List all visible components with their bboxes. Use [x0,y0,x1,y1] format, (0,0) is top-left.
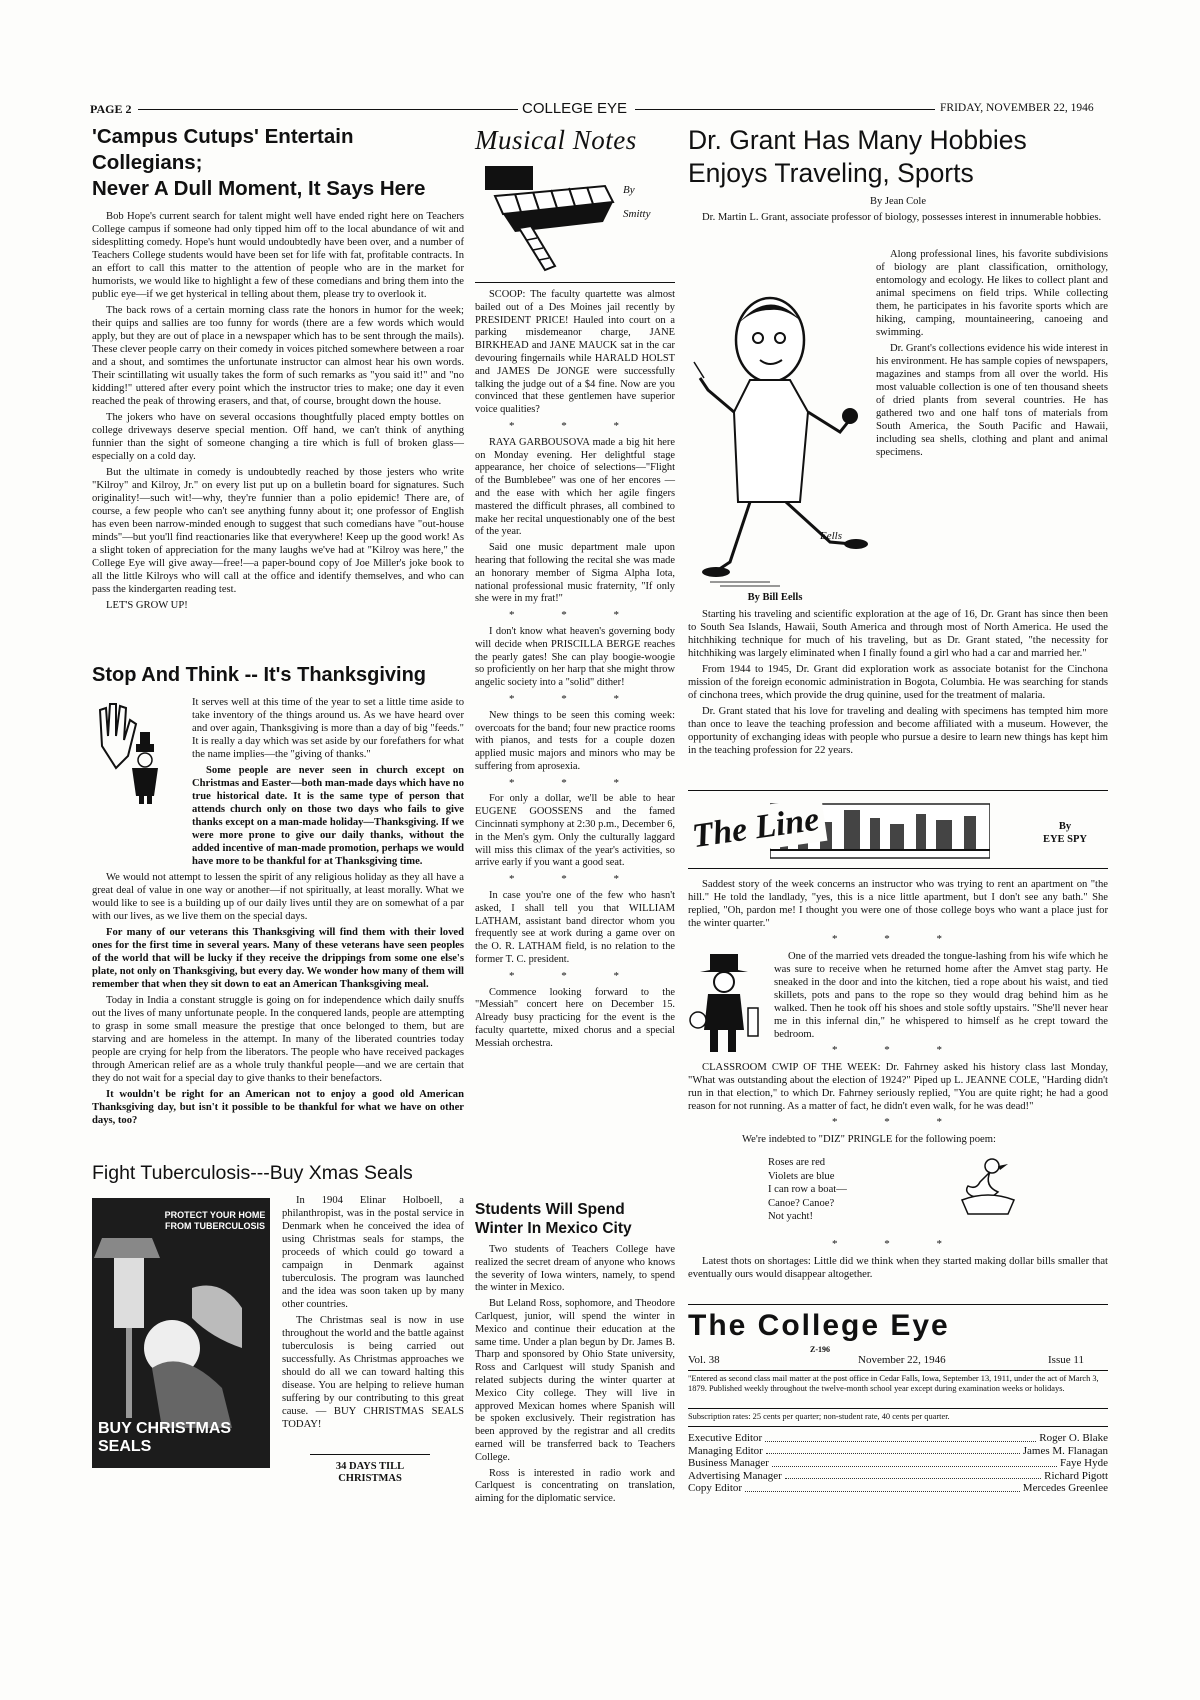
seals-body [282,1194,464,1434]
masthead-top-rule [688,1304,1108,1305]
staff-name: Mercedes Greenlee [1022,1482,1108,1494]
poem-line: Canoe? Canoe? [768,1197,835,1209]
musical-notes-column [475,124,675,1054]
poem-line: Not yacht! [768,1211,814,1222]
line-bottom-rule [688,868,1108,869]
staff-name: Roger O. Blake [1039,1432,1108,1444]
thanksgiving-paragraph: It serves well at this time of the year to set a little time aside to take inventory of the things around us. As we have heard over and over again, Thanksgiving is more than a day of big "feeds." It is really a day which was set aside by our forefathers for what the name implies—the "giving of thanks." [192,697,464,760]
grant-paragraph: Dr. Martin L. Grant, associate professor of biology, possesses interest in innumerable hobbies. [702,212,1102,223]
poster-top-text: PROTECT YOUR HOME FROM TUBERCULOSIS [162,1208,268,1234]
staff-list [688,1432,1108,1495]
vet-illustration [688,950,764,1058]
masthead-code: Z-196 [810,1345,830,1354]
the-line-banner [690,800,990,862]
header-title: COLLEGE EYE [522,100,628,117]
christmas-countdown: 34 DAYS TILL CHRISTMAS [335,1461,405,1484]
grant-wrap-text [876,248,1108,462]
seals-article [92,1160,464,1186]
seals-headline: Fight Tuberculosis---Buy Xmas Seals [92,1162,413,1184]
musical-notes-item: For only a dollar, we'll be able to hear EUGENE GOOSSENS and the famed Cincinnati symphony at 2:30 p.m., December 6, in the Men's gym. Only the culturally laggard will miss this climax of the year's activities, so arrive early if you want a good seat. [475,793,675,869]
musical-notes-item: SCOOP: The faculty quartette was almost bailed out of a Des Moines jail recently by PRESIDENT PRICE! Hauled into court on a parking misdemeanor charge, JANE BIRKHEAD and JANE MAUCK sat in the car devouring fingernails while HARALD HOLST and JAMES De JONGE were successfully talking the judge out of a $4 fine. Now are you convinced that these gentlemen have superior voice qualities? [475,289,675,416]
musical-notes-item: Said one music department male upon hearing that following the recital she was made an honorary member of Sigma Alpha Iota, national professional music fraternity, "If only she were in my frat!" [475,542,675,605]
section-separator: * * * [832,933,964,945]
page-header [90,102,1110,118]
masthead-info [688,1345,1108,1368]
duck-illustration [958,1152,1018,1222]
the-line-title: The Line [690,800,828,859]
section-separator: * * * [509,419,641,432]
grant-paragraph: Starting his traveling and scientific exploration at the age of 16, Dr. Grant has since then been to South Sea Islands, Hawaii, South America and through most of North America. He used the hitchhiking technique for much of his traveling, but as Dr. Grant stated, "the necessity for hitchhiking was largely eliminated when I finally found a girl who had a car and married her." [688,609,1108,659]
grant-paragraph: Along professional lines, his favorite subdivisions of biology are plant classification, ornithology, entomology and ecology. He likes to collect plant and animal specimens on field trips. While collecting them, he participates in his favorite sports which are hiking, camping, mountaineering, canoeing and swimming. [876,249,1108,338]
seals-paragraph: In 1904 Elinar Holboell, a philanthropist, was in the postal service in Denmark when he conceived the idea of using Christmas seals for stamps, the proceeds of which could go toward a campaign in Denmark against tuberculosis. The program was launched and the idea was soon taken up by many other countries. [282,1195,464,1310]
pilgrim-illustration [92,696,182,806]
grant-paragraph: Dr. Grant's collections evidence his wide interest in his environment. He has sample copies of newspapers, magazines and stamps from all over the world. His most valuable collection is one of ten thousand sheets of dried plants from several countries. He has gathered two and one half tons of materials from South America, the South Pacific and Hawaii, including sea shells, clothing and plant and animal specimens. [876,343,1108,458]
musical-notes-item: New things to be seen this coming week: overcoats for the band; four new practice rooms with pianos, and tests for a couple dozen applied music majors and minors who may be suffering from aprosexia. [475,709,675,772]
grant-headline-1: Dr. Grant Has Many Hobbies [688,125,1027,155]
header-rule-left [138,109,518,110]
staff-row [688,1482,1108,1495]
masthead-entered-notice: "Entered as second class mail matter at the post office in Cedar Falls, Iowa, September 13, 1911, under the act of March 3, 1879. Published weekly throughout the twelve-month school year except during examination weeks or holidays. [688,1374,1099,1393]
masthead-date: November 22, 1946 [858,1354,946,1366]
line-top-rule [688,790,1108,791]
thanksgiving-article [92,662,464,1130]
section-separator: * * * [832,1044,964,1056]
masthead-rates: Subscription rates: 25 cents per quarter; non-student rate, 40 cents per quarter. [688,1412,950,1421]
musical-notes-item: In case you're one of the few who hasn't asked, I shall tell you that WILLIAM LATHAM, assistant band director whom you frequently see at work during a game over on the O. R. LATHAM field, is no relation to the former T. C. president. [475,890,675,966]
caricature-signature: Eells [820,530,842,542]
staff-row [688,1457,1108,1470]
the-line-author: EYE SPY [1042,834,1088,845]
staff-row [688,1432,1108,1445]
section-separator: * * * [509,873,641,886]
grant-continued [688,608,1108,760]
musical-notes-item: RAYA GARBOUSOVA made a big hit here on Monday evening. Her delightful stage appearance, her choice of selections—"Flight of the Bumblebee" was one of her encores — and the ease with which her agile fingers mastered the difficult phrases, all combined to make her recital unquestionably one of the best of the year. [475,436,675,538]
mexico-paragraph: Two students of Teachers College have realized the secret dream of anyone who knows the severity of Iowa winters, namely, to spend the winter in Mexico. [475,1244,675,1294]
masthead-name: The College Eye [688,1309,950,1342]
the-line-item: CLASSROOM CWIP OF THE WEEK: Dr. Fahrney asked his history class last Monday, "What was outstanding about the election of 1924?" Piped up L. JEANNE COLE, "Harding didn't run in that election," to which Dr. Fahrney seriously replied, "You are quite right; he had a good reason for not running. As a matter of fact, he didn't even walk, for he was dead!" [688,1062,1108,1112]
staff-row [688,1470,1108,1483]
section-separator: * * * [509,692,641,705]
poem-line: Roses are red [768,1157,826,1168]
grant-paragraph: From 1944 to 1945, Dr. Grant did exploration work as associate botanist for the Cinchona mission of the foreign economic administration in Bogota, Columbia. He was searching for stands of cinchona trees, which provide the drug quinine, used for the treatment of malaria. [688,664,1108,701]
poem [768,1156,847,1224]
staff-role: Copy Editor [688,1482,743,1494]
section-separator: * * * [832,1116,964,1128]
masthead-rule-2 [688,1408,1108,1409]
section-separator: * * * [509,609,641,622]
section-separator: * * * [509,969,641,982]
musical-notes-logo [475,156,675,274]
the-line-item: One of the married vets dreaded the tongue-lashing from his wife which he was sure to receive when he returned home after the Amvet stag party. He sneaked in the door and into the kitchen, tied a rope about his waist, and tied skillets, pots and pans to the rope so they would drag behind him as he walked. Then he took off his shoes and stole softly upstairs. "She'll never hear me in this infernal din," he whispered to himself as he crept toward the bedroom. [774,951,1108,1040]
grant-caricature [690,282,870,590]
poem-line: I can row a boat— [768,1184,847,1195]
poster-bottom-text: BUY CHRISTMAS SEALS [98,1420,232,1455]
cutups-paragraph: The jokers who have on several occasions thoughtfully placed empty bottles on college driveways deserve special mention. Off hand, we can't think of anything funnier than the sight of someone changing a tire which is full of broken glass—especially on a cold day. [92,412,464,462]
seals-poster [92,1198,270,1468]
thanksgiving-paragraph: We would not attempt to lessen the spirit of any religious holiday as they all have a great deal of value in one way or another—if not spiritually, at least morally. What we would like to see is a building up of our daily lives until they are on somewhat of a par with our lives, as we live them on the special days. [92,872,464,922]
cutups-article [92,124,464,615]
staff-name: James M. Flanagan [1022,1444,1108,1457]
grant-headline-2: Enjoys Traveling, Sports [688,158,974,188]
seals-paragraph: The Christmas seal is now in use throughout the world and the battle against tuberculosis is being carried out successfully. As Christmas approaches we should do all we can toward halting this disease. You are helping to relieve human suffering by our contributing to this great cause. — BUY CHRISTMAS SEALS TODAY! [282,1315,464,1430]
mexico-headline: Students Will Spend Winter In Mexico City [475,1201,632,1237]
cutups-paragraph: But the ultimate in comedy is undoubtedly reached by those jesters who write "Kilroy" and Kilroy, Jr." on every list put up on a bulletin board for signatures. Such originality!—such wit!—why, they're funnier than a polio epidemic! There are, of course, a few people who can't see anything funny about it; one professor of English has even been narrow-minded enough to suggest that such comedians have "out-house minds"—but you'll find reactionaries like that everywhere! Keep up the good work! As a slight token of appreciation for the many laughs we've had at "Kilroy was here," the College Eye will give away—free!—a paper-bound copy of Joe Miller's joke book to all the little Kilroys who will call at the office and identify themselves, and who can pass the kindergarten reading test. [92,467,464,595]
the-line-item: Saddest story of the week concerns an instructor who was trying to rent an apartment on "the hill." He told the landlady, "yes, this is a nice little apartment, but I don't see any bath." She replied, "Oh, pardon me! I thought you were one of those college boys who want a place just for the winter quarter." [688,879,1108,929]
cutups-headline-2: Never A Dull Moment, It Says Here [92,177,426,200]
thanksgiving-headline: Stop And Think -- It's Thanksgiving [92,664,427,686]
masthead-issue: Issue 11 [1048,1354,1084,1366]
musical-notes-by: By [623,184,635,196]
mexico-paragraph: Ross is interested in radio work and Carlquest is concentrating on translation, aiming for the diplomatic service. [475,1467,675,1505]
musical-notes-item: I don't know what heaven's governing body will decide when PRISCILLA BERGE reaches the pearly gates! She can play boogie-woogie so proficiently on her harp that she might throw angelic society into a "solid" dither! [475,625,675,689]
mexico-article [475,1200,675,1509]
page-number: PAGE 2 [90,102,132,116]
the-line-body [688,878,1108,1284]
staff-name: Richard Pigott [1044,1469,1108,1482]
thanksgiving-paragraph: For many of our veterans this Thanksgiving will find them with their loved ones for the first time in several years. Many of these veterans have seen peoples of the world that will be lucky if they receive the drippings from some one else's plate, not only on Thanksgiving, but every day. We wonder how many of them will remember that when they sit down to eat an American Thanksgiving meal. [92,927,464,990]
section-separator: * * * [832,1238,964,1250]
poem-line: Violets are blue [768,1170,835,1182]
cutups-paragraph: The back rows of a certain morning class rate the honors in humor for the week; their quips and sallies are too funny for words (there are a few words which would apply, but they are out of place in a newspaper which has to be sent through the mails). These clever people carry on their comedy in voices pitched somewhere between a roar and a shout, and somtimes the unfortunate instructor can almost hear his own words. Their scintillating wit usually takes the form of such remarks as "you said it!" and "no kidding!" uttered after every point which the instructor tries to make; one day it even reached the peak of throwing erasers, and that, of course, brought down the house. [92,305,464,407]
masthead-rule-3 [688,1426,1108,1427]
the-line-item: We're indebted to "DIZ" PRINGLE for the following poem: [742,1134,996,1145]
musical-notes-item: Commence looking forward to the "Messiah" concert here on December 15. Already busy practicing for the event is the faculty quartette, mixed chorus and a special Messiah orchestra. [475,986,675,1049]
cutups-paragraph: Bob Hope's current search for talent might well have ended right here on Teachers College campus if someone had only tipped him off to the local abundance of wit and sidesplitting comedy. Hope's hunt would undoubtedly have been over, and a number of Teachers College students would have been set for life with fat, profitable contracts. In an effort to call this matter to the attention of people who are in the market for humorists, we would like to highlight a few of these comedians and bring them into the public eye—if we get hysterical in telling about them, please try to overlook it. [92,211,464,300]
masthead-volume: Vol. 38 [688,1354,720,1366]
grant-paragraph: Dr. Grant stated that his love for traveling and dealing with specimens has tempted him more than once to leave the teaching profession and become affiliated with a museum. However, the opportunity of exchanging ideas with people who pursue a desire to learn new things has kept him in the teaching profession for 22 years. [688,706,1108,756]
thanksgiving-paragraph: It wouldn't be right for an American not to enjoy a good old American Thanksgiving day, but isn't it possible to be thankful for what we have on other days, too? [92,1089,464,1126]
staff-role: Managing Editor [688,1444,763,1457]
musical-notes-title: Musical Notes [475,125,637,155]
the-line-by: By [1058,821,1072,832]
staff-row [688,1445,1108,1458]
grant-article [688,124,1108,227]
masthead-rule [688,1370,1108,1371]
thanksgiving-paragraph: Some people are never seen in church except on Christmas and Easter—both man-made days which have no true historical date. It is the same type of person that attends church only on those two days who fails to give thanks except on a man-made holiday—Thanksgiving. If we were more prone to give our daily thanks, without the added incentive of man-made promotion, perhaps we would have more to be thankful for at Thanksgiving time. [192,765,464,867]
cutups-headline-1: 'Campus Cutups' Entertain Collegians; [92,125,354,174]
cutups-paragraph: LET'S GROW UP! [106,600,188,611]
mexico-paragraph: But Leland Ross, sophomore, and Theodore Carlquest, junior, will spend the winter in Mexico and continue their education at the same time. Under a plan begun by Dr. James B. Tharp and sponsored by Ohio State university, Ross and Carlquest will study Spanish and related subjects during the winter quarter at Mexico City college. They will live in approved Mexican homes where Spanish will be spoken exclusively. Their registration has been approved by the registrar and all credits earned will be transferred back to Teachers College. [475,1298,675,1463]
grant-byline: By Jean Cole [870,196,926,207]
musical-notes-author: Smitty [623,208,651,220]
staff-role: Executive Editor [688,1432,763,1444]
staff-role: Business Manager [688,1457,769,1469]
header-date: FRIDAY, NOVEMBER 22, 1946 [940,102,1094,114]
caricature-caption: By Bill Eells [747,592,803,603]
staff-name: Faye Hyde [1060,1457,1108,1469]
section-separator: * * * [509,776,641,789]
the-line-item: Latest thots on shortages: Little did we think when they started making dollar bills smaller that eventually ours would disappear altogether. [688,1256,1108,1280]
header-rule-right [635,109,935,110]
thanksgiving-paragraph: Today in India a constant struggle is going on for independence which daily snuffs out the lives of many unfortunate people. In the conquered lands, people are attempting to grasp in some small measure the prestige that once belonged to them, but are starving and are homeless in the attempt. In many of the liberated countries today people are crying for help from the liberators. The people who have received packages through American relief are as a whole truly thankful people—and we are certain that they do not wait for a special day to give thanks to their benefactors. [92,995,464,1084]
the-line-byline [1030,820,1100,846]
seals-rule [310,1454,430,1455]
musical-notes-rule [475,282,675,283]
staff-role: Advertising Manager [688,1469,782,1482]
